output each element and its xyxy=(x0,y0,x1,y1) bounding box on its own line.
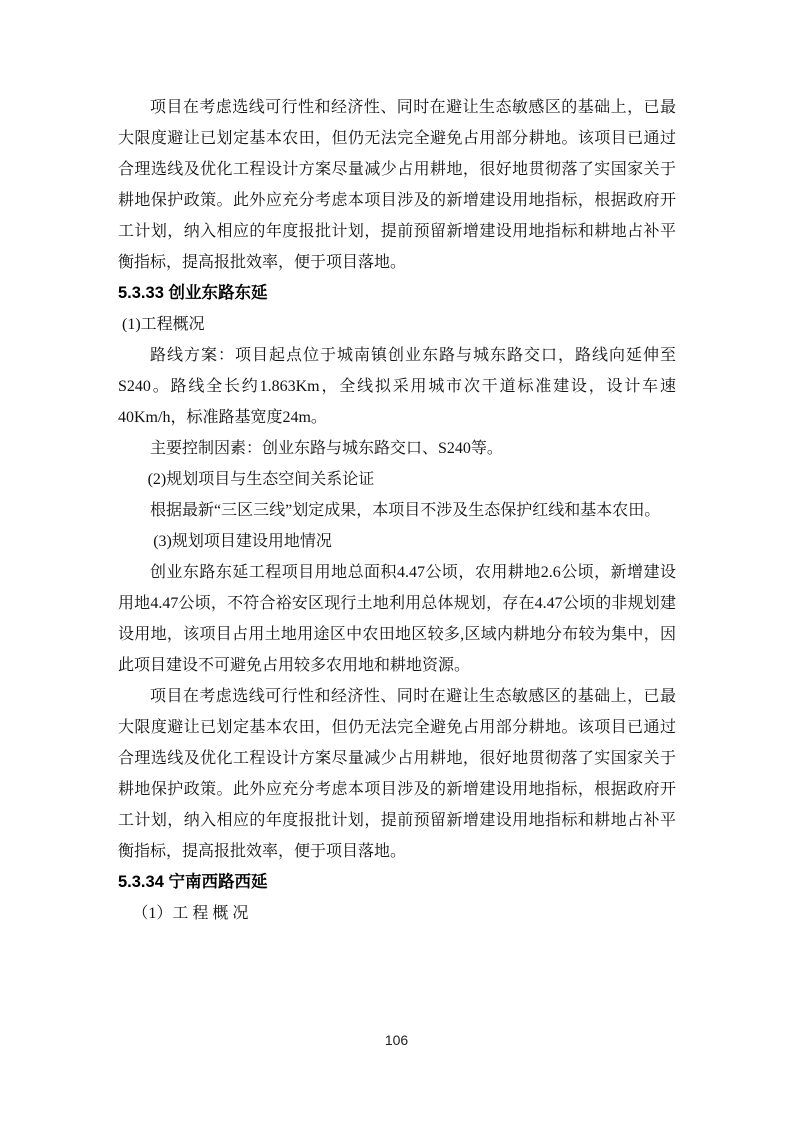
body-line-three-zones: 根据最新“三区三线”划定成果，本项目不涉及生态保护红线和基本农田。 xyxy=(150,502,661,519)
body-line-control-factors: 主要控制因素：创业东路与城东路交口、S240等。 xyxy=(150,440,503,457)
list-item-land-use: (3)规划项目建设用地情况 xyxy=(153,533,332,550)
list-item-ecological-space: (2)规划项目与生态空间关系论证 xyxy=(147,471,375,488)
body-paragraph-land-area: 创业东路东延工程项目用地总面积4.47公顷，农用耕地2.6公顷，新增建设用地4.47公顷，不符合裕安区现行土地利用总体规划，存在4.47公顷的非规划建设用地，该项目占用土地用途区中农田地区较多,区域内耕地分布较为集中，因此项目建设不可避免占用较多农用地和耕地资源。 xyxy=(118,564,676,674)
list-item-project-overview-1: (1)工程概况 xyxy=(122,316,205,333)
body-paragraph-route-plan: 路线方案：项目起点位于城南镇创业东路与城东路交口，路线向延伸至S240。路线全长约1.863Km，全线拟采用城市次干道标准建设，设计车速40Km/h，标准路基宽度24m。 xyxy=(118,347,676,426)
body-paragraph-site-selection-1: 项目在考虑选线可行性和经济性、同时在避让生态敏感区的基础上，已最大限度避让已划定基本农田，但仍无法完全避免占用部分耕地。该项目已通过合理选线及优化工程设计方案尽量减少占用耕地，很好地贯彻落了实国家关于耕地保护政策。此外应充分考虑本项目涉及的新增建设用地指标，根据政府开工计划，纳入相应的年度报批计划，提前预留新增建设用地指标和耕地占补平衡指标，提高报批效率，便于项目落地。 xyxy=(118,99,676,271)
section-heading-5-3-33: 5.3.33 创业东路东延 xyxy=(118,284,268,302)
body-paragraph-site-selection-2: 项目在考虑选线可行性和经济性、同时在避让生态敏感区的基础上，已最大限度避让已划定基本农田，但仍无法完全避免占用部分耕地。该项目已通过合理选线及优化工程设计方案尽量减少占用耕地，很好地贯彻落了实国家关于耕地保护政策。此外应充分考虑本项目涉及的新增建设用地指标，根据政府开工计划，纳入相应的年度报批计划，提前预留新增建设用地指标和耕地占补平衡指标，提高报批效率，便于项目落地。 xyxy=(118,688,676,860)
list-item-project-overview-2: （1）工 程 概 况 xyxy=(132,905,249,922)
section-heading-5-3-34: 5.3.34 宁南西路西延 xyxy=(118,873,268,891)
page-number: 106 xyxy=(384,1032,409,1048)
page-content xyxy=(118,92,676,929)
